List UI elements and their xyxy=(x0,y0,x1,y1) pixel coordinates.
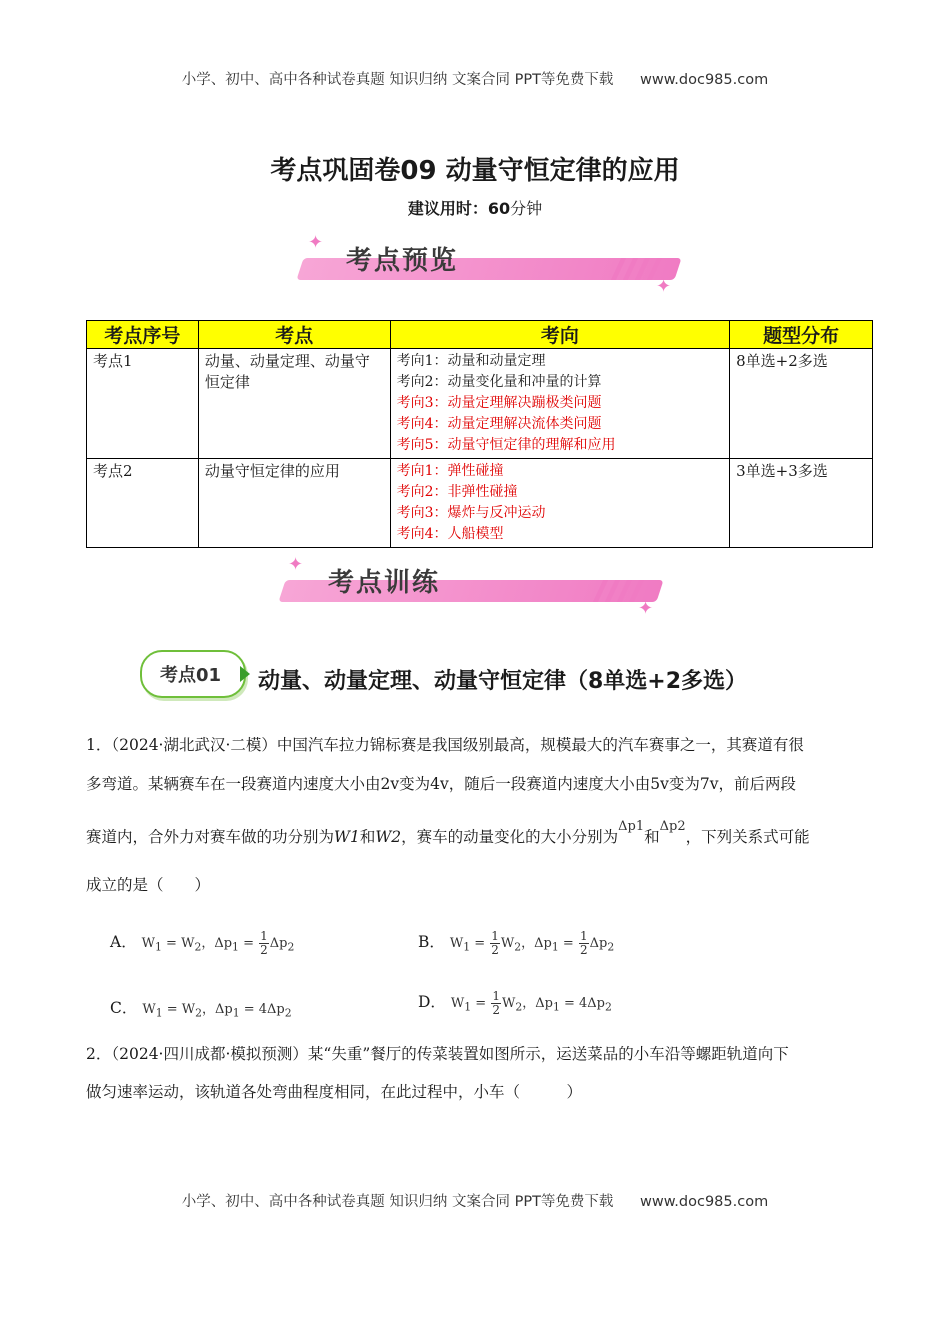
option-formula: $W_1$ = $\frac{1}{2}$ $W_2$，$\Delta p_1$ = $\frac{1}{2}$ $\Delta p_2$ xyxy=(449,929,615,957)
q1-text: 和 xyxy=(644,828,660,846)
q1-line: 成立的是（ ） xyxy=(86,876,211,894)
col-header-distribution: 题型分布 xyxy=(730,321,873,349)
option-b[interactable] xyxy=(418,930,614,957)
sparkle-icon: ✦ xyxy=(656,276,672,297)
page-title: 考点巩固卷09 动量守恒定律的应用 xyxy=(270,156,680,186)
option-letter: A． xyxy=(110,933,137,951)
option-a[interactable] xyxy=(110,930,294,957)
option-formula: $W_1 = W_2$，$\Delta p_1$ = $\frac{1}{2}$ $\Delta p_2$ xyxy=(141,929,295,957)
suggested-time xyxy=(0,196,950,219)
arrow-right-icon xyxy=(240,666,250,682)
option-c[interactable] xyxy=(110,996,292,1020)
q2-line: 做匀速率运动，该轨道各处弯曲程度相同，在此过程中，小车（ ） xyxy=(86,1083,583,1101)
q1-line: 1．（2024·湖北武汉·二模）中国汽车拉力锦标赛是我国级别最高，规模最大的汽车赛事之一，其赛道有很 xyxy=(86,736,804,754)
option-formula: $W_1 = W_2$，$\Delta p_1 = 4\Delta p_2$ xyxy=(142,1002,292,1020)
q1-text: ，下列关系式可能 xyxy=(685,828,810,846)
col-header-topic: 考点 xyxy=(198,321,390,349)
sparkle-icon: ✦ xyxy=(308,232,324,253)
direction-item: 考向3：动量定理解决蹦极类问题 xyxy=(396,395,602,411)
cell-directions xyxy=(390,459,730,548)
direction-item: 考向2：非弹性碰撞 xyxy=(396,484,518,500)
banner-preview xyxy=(286,232,686,297)
question-2 xyxy=(86,1035,866,1111)
question-1 xyxy=(86,726,866,905)
cell-id: 考点1 xyxy=(87,349,199,459)
sparkle-icon: ✦ xyxy=(638,598,654,619)
time-unit: 分钟 xyxy=(510,199,543,218)
option-letter: B． xyxy=(418,933,445,951)
dp1-symbol: Δp1 xyxy=(618,819,645,834)
direction-item: 考向4：人船模型 xyxy=(396,526,504,542)
cell-id: 考点2 xyxy=(87,459,199,548)
w2-symbol: W2 xyxy=(375,828,402,846)
cell-directions xyxy=(390,349,730,459)
direction-item: 考向1：动量和动量定理 xyxy=(396,353,546,369)
footer-url[interactable]: www.doc985.com xyxy=(640,1194,769,1210)
q1-line: 多弯道。某辆赛车在一段赛道内速度大小由2v变为4v，随后一段赛道内速度大小由5v变为7v，前后两段 xyxy=(86,775,796,793)
q1-text: 赛道内，合外力对赛车做的功分别为 xyxy=(86,828,335,846)
sparkle-icon: ✦ xyxy=(288,554,304,575)
cell-distribution: 8单选+2多选 xyxy=(730,349,873,459)
topic-table xyxy=(86,320,873,548)
direction-item: 考向4：动量定理解决流体类问题 xyxy=(396,416,602,432)
page-header xyxy=(0,68,950,89)
cell-distribution: 3单选+3多选 xyxy=(730,459,873,548)
q1-text: 和 xyxy=(359,828,376,846)
q2-line: 2．（2024·四川成都·模拟预测）某“失重”餐厅的传菜装置如图所示，运送菜品的小车沿等螺距轨道向下 xyxy=(86,1045,789,1063)
col-header-direction: 考向 xyxy=(390,321,730,349)
table-row xyxy=(87,349,873,459)
badge-shape xyxy=(140,650,246,698)
q1-line xyxy=(86,818,866,858)
q1-text: ，赛车的动量变化的大小分别为 xyxy=(401,828,619,846)
dp2-symbol: Δp2 xyxy=(659,819,686,834)
table-header-row xyxy=(87,321,873,349)
time-label: 建议用时： xyxy=(407,199,488,218)
cell-topic: 动量守恒定律的应用 xyxy=(198,459,390,548)
header-text: 小学、初中、高中各种试卷真题 知识归纳 文案合同 PPT等免费下载 xyxy=(181,72,614,88)
option-formula: $W_1$ = $\frac{1}{2}$ $W_2$，$\Delta p_1 = 4\Delta p_2$ xyxy=(450,989,612,1017)
direction-item: 考向2：动量变化量和冲量的计算 xyxy=(396,374,602,390)
direction-item: 考向1：弹性碰撞 xyxy=(396,463,504,479)
banner-training-label: 考点训练 xyxy=(328,568,441,598)
header-url[interactable]: www.doc985.com xyxy=(640,72,769,88)
banner-preview-label: 考点预览 xyxy=(346,246,459,276)
time-value: 60 xyxy=(487,199,511,218)
cell-topic: 动量、动量定理、动量守恒定律 xyxy=(198,349,390,459)
direction-item: 考向5：动量守恒定律的理解和应用 xyxy=(396,437,616,453)
option-d[interactable] xyxy=(418,990,612,1017)
page-footer xyxy=(0,1190,950,1211)
option-letter: C． xyxy=(110,999,138,1017)
direction-item: 考向3：爆炸与反冲运动 xyxy=(396,505,546,521)
w1-symbol: W1 xyxy=(334,828,360,846)
badge-label: 考点01 xyxy=(160,665,222,686)
option-letter: D． xyxy=(418,993,446,1011)
section-title: 动量、动量定理、动量守恒定律（8单选+2多选） xyxy=(258,669,748,694)
banner-training xyxy=(268,554,668,619)
footer-text: 小学、初中、高中各种试卷真题 知识归纳 文案合同 PPT等免费下载 xyxy=(181,1194,614,1210)
col-header-id: 考点序号 xyxy=(87,321,199,349)
table-row xyxy=(87,459,873,548)
